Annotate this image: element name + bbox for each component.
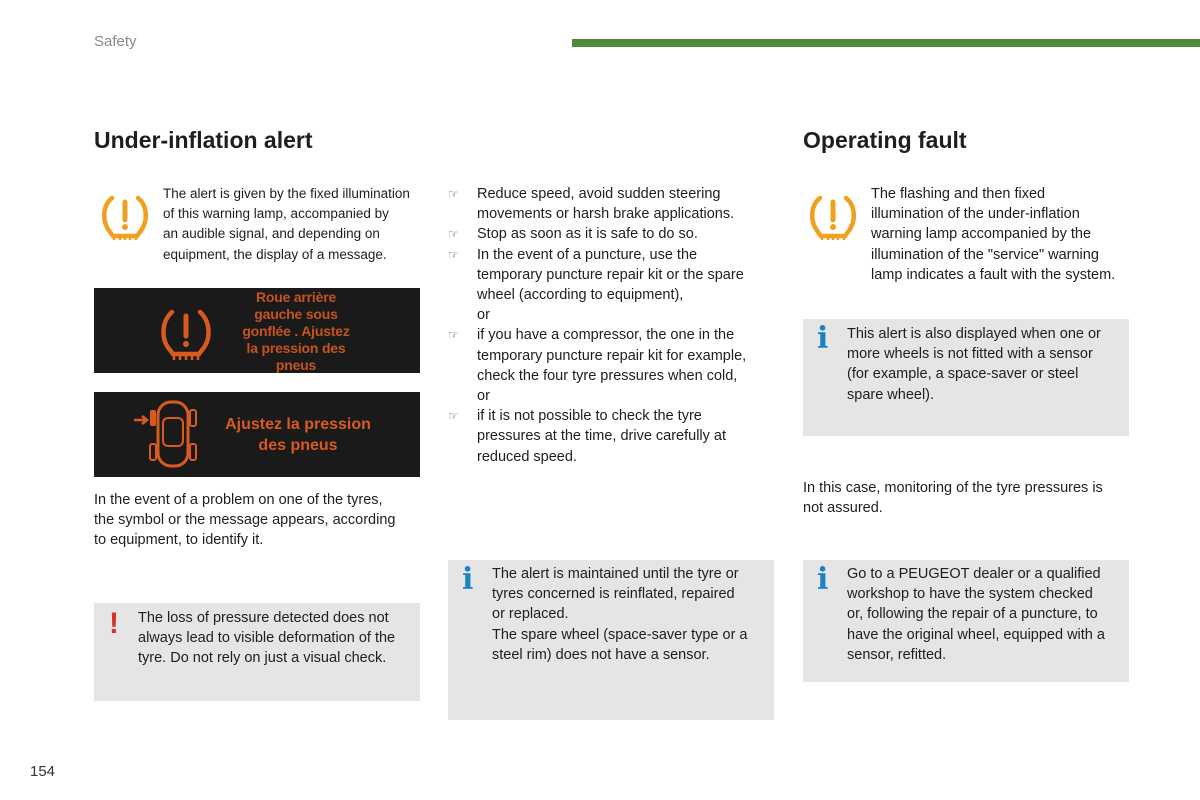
problem-description: In the event of a problem on one of the tyres, the symbol or the message appears, according to equipment, to identify it. <box>94 492 396 549</box>
pressure-warning-text: The loss of pressure detected does not always lead to visible deformation of the tyre. Do not rely on just a visual check. <box>138 610 396 667</box>
list-item: ☞ In the event of a puncture, use the temporary puncture repair kit or the spare wheel (according to equipment), <box>448 246 744 304</box>
sensor-info-box <box>803 319 1129 436</box>
list-item: ☞ if it is not possible to check the tyre pressures at the time, drive carefully at reduced speed. <box>448 408 727 465</box>
pointing-hand-icon: ☞ <box>448 328 459 343</box>
alert-maintained-info-box <box>448 560 774 720</box>
action-steps-list <box>448 184 778 467</box>
info-icon: i <box>462 562 474 597</box>
display-message-text: Roue arrière gauche sous gonflée . Ajustez la pression des pneus <box>242 289 350 373</box>
display-adjust-text: Ajustez la pression des pneus <box>225 416 371 454</box>
dashboard-display-car <box>94 392 420 477</box>
monitoring-not-assured-text: In this case, monitoring of the tyre pressures is not assured. <box>803 480 1103 517</box>
pointing-hand-icon: ☞ <box>448 247 459 262</box>
section-label: Safety <box>94 33 137 50</box>
or-separator: or <box>477 307 490 324</box>
pointing-hand-icon: ☞ <box>448 187 459 201</box>
dashboard-display-message <box>94 288 420 373</box>
tyre-warning-display-icon <box>158 306 214 362</box>
list-item: ☞ Stop as soon as it is safe to do so. <box>448 224 778 244</box>
under-inflation-title: Under-inflation alert <box>94 127 313 153</box>
dealer-info-text: Go to a PEUGEOT dealer or a qualified workshop to have the system checked or, following the repair of a puncture, to have the original wheel, equipped with a sensor, refitted. <box>847 566 1105 663</box>
tyre-pressure-warning-icon <box>806 192 860 242</box>
section-accent-bar <box>572 39 1200 47</box>
warning-exclamation-icon: ! <box>109 607 119 640</box>
alert-intro-text: The alert is given by the fixed illumination of this warning lamp, accompanied by an audible signal, and depending on equipment, the display of a message. <box>163 186 410 262</box>
car-top-view-icon <box>132 398 202 472</box>
list-item: ☞ if you have a compressor, the one in the temporary puncture repair kit for example, check the four tyre pressures when cold, <box>448 327 747 384</box>
page-number: 154 <box>30 763 56 780</box>
info-icon: i <box>817 562 829 597</box>
sensor-info-text: This alert is also displayed when one or more wheels is not fitted with a sensor (for example, a space-saver or steel spare wheel). <box>847 326 1101 403</box>
list-item: ☞ Reduce speed, avoid sudden steering movements or harsh brake applications. <box>448 186 735 223</box>
or-separator: or <box>477 388 490 405</box>
pointing-hand-icon: ☞ <box>448 227 459 242</box>
pointing-hand-icon: ☞ <box>448 409 459 424</box>
info-icon: i <box>817 321 829 356</box>
dealer-info-box <box>803 560 1129 682</box>
tyre-pressure-warning-icon <box>98 192 152 242</box>
pressure-warning-box <box>94 603 420 701</box>
operating-fault-intro: The flashing and then fixed illumination of the under-inflation warning lamp accompanied by the illumination of the "service" warning lamp indicates a fault with the system. <box>871 186 1116 283</box>
alert-maintained-text: The alert is maintained until the tyre or tyres concerned is reinflated, repaired or replaced. The spare wheel (space-saver type or a steel rim) does not have a sensor. <box>492 566 748 663</box>
operating-fault-title: Operating fault <box>803 127 967 153</box>
